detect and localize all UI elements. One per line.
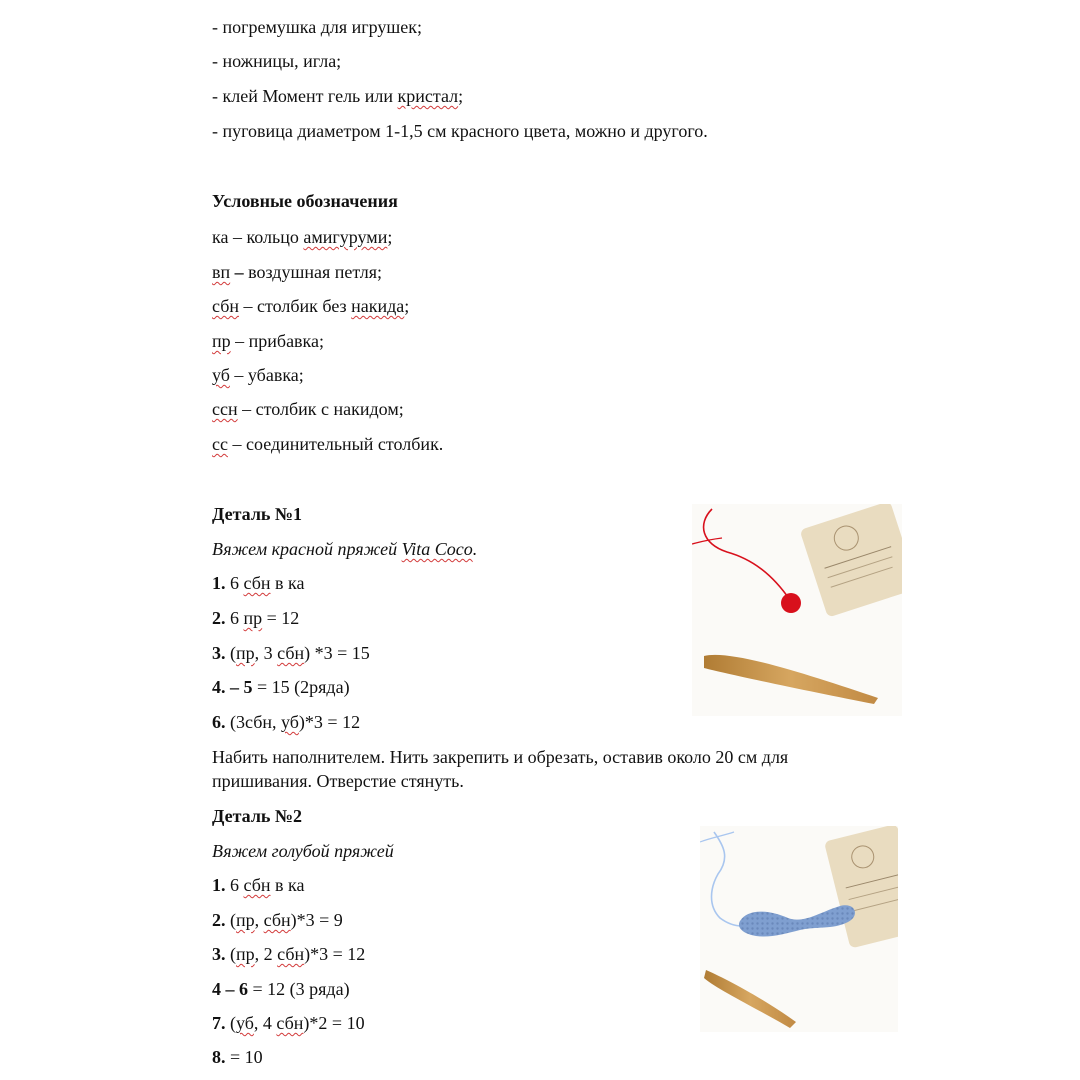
material-item: - пуговица диаметром 1-1,5 см красного цвета, можно и другого. <box>212 121 708 141</box>
part2-row: 4 – 6 = 12 (3 ряда) <box>212 979 350 999</box>
part2-row: 1. 6 сбн в ка <box>212 875 305 895</box>
legend-item: сс – соединительный столбик. <box>212 434 444 454</box>
part1-subtitle: Вяжем красной пряжей Vita Coco. <box>212 539 478 559</box>
material-item: - погремушка для игрушек; <box>212 17 423 37</box>
legend-item: уб – убавка; <box>212 365 304 385</box>
legend-item: вп – воздушная петля; <box>212 262 383 282</box>
part1-row: 6. (3сбн, уб)*3 = 12 <box>212 712 361 732</box>
part2-subtitle: Вяжем голубой пряжей <box>212 841 394 861</box>
part1-title: Деталь №1 <box>212 504 303 524</box>
part2-row: 8. = 10 <box>212 1047 263 1067</box>
part1-row: 1. 6 сбн в ка <box>212 573 305 593</box>
part2-photo <box>700 826 898 1032</box>
part2-title: Деталь №2 <box>212 806 303 826</box>
part1-row: 4. – 5 = 15 (2ряда) <box>212 677 350 697</box>
part2-row: 3. (пр, 2 сбн)*3 = 12 <box>212 944 366 964</box>
part1-row: 2. 6 пр = 12 <box>212 608 300 628</box>
material-item: - ножницы, игла; <box>212 51 342 71</box>
legend-item: сбн – столбик без накида; <box>212 296 410 316</box>
part1-photo <box>692 504 902 716</box>
part2-row: 7. (уб, 4 сбн)*2 = 10 <box>212 1013 365 1033</box>
legend-item: пр – прибавка; <box>212 331 325 351</box>
legend-title: Условные обозначения <box>212 191 398 211</box>
part1-row: 3. (пр, 3 сбн) *3 = 15 <box>212 643 370 663</box>
part2-row: 2. (пр, сбн)*3 = 9 <box>212 910 343 930</box>
material-item: - клей Момент гель или кристал; <box>212 86 464 106</box>
legend-item: ка – кольцо амигуруми; <box>212 227 393 247</box>
legend-item: ссн – столбик с накидом; <box>212 399 404 419</box>
part1-note: Набить наполнителем. Нить закрепить и обрезать, оставив около 20 см для пришивания. Отверстие стянуть. <box>212 747 789 791</box>
